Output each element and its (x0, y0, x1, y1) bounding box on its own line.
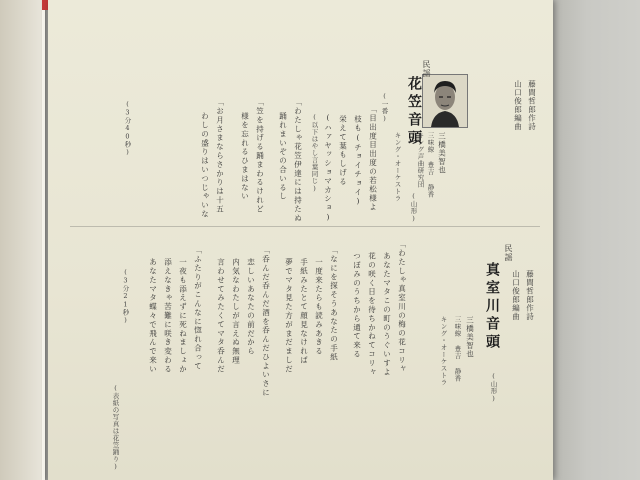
song2-shamisen: 三味線 豊吉 静香 (453, 316, 462, 382)
song2-lyric-line: 花の咲く日を待ちかねてコリャ (367, 252, 377, 377)
song2-lyric-line: 言わせてみたくてマタ呑んだ (216, 258, 226, 374)
song1-lyric-line: 踊れまいぞの合いるし (278, 112, 288, 201)
song2-lyric-line: 添えなきゃ苦難に咲き変わる (163, 258, 173, 374)
song1-orchestra: キング・オーケストラ (393, 132, 402, 202)
song1-lyric-line: 「目出度目出度の若松様よ (368, 105, 378, 212)
song2-lyric-line: 「ふたりがこんなに惚れ合って (193, 246, 203, 371)
song2-orchestra: キング・オーケストラ (439, 316, 448, 386)
song1-shamisen: 三味線 豊吉 静香 (426, 132, 435, 198)
song1-title: 花笠音頭 (406, 76, 422, 148)
song2-lyricist-credit: 藤間哲郎作詩 (525, 270, 535, 321)
song2-lyric-line: 「わたしゃ真室川の梅の花コリャ (397, 240, 407, 374)
song1-chorus: キング声曲研究団 (416, 132, 425, 188)
song1-lyric-line: わしの盛りはいつじゃいな (200, 112, 210, 219)
cover-photo-note: (表紙の写真は花笠踊り) (111, 384, 120, 471)
song2-region: (山形) (489, 372, 498, 403)
song1-lyric-line: 様を忘れるひまはない (240, 112, 250, 201)
sheet-edge (42, 0, 45, 480)
song2-lyric-line: あなたマタ蝶々で飛んで来い (148, 258, 158, 374)
song1-lyric-line: 「笠を持げる踊まわるけれど (255, 98, 265, 214)
song1-lyric-line: 栄えて葉もしげる (338, 115, 348, 187)
song1-arranger-credit: 山口俊郎編曲 (513, 80, 523, 131)
song1-duration: (3分40秒) (123, 100, 132, 157)
song2-title: 真室川音頭 (484, 262, 500, 352)
song1-lyric-line: (以下はやし言葉同じ) (310, 113, 319, 193)
song2-lyric-line: 一度来たらも読みあきる (314, 258, 324, 356)
lyrics-sheet (48, 0, 553, 480)
song1-region: (山形) (409, 192, 418, 223)
song2-lyric-line: 手紙みたとて顔見なければ (299, 258, 309, 365)
song1-lyric-line: (ハァヤッショマカショ) (323, 113, 333, 223)
song2-lyric-line: 「呑んだ呑んだ酒を呑んだひよいさに (261, 246, 271, 398)
song2-lyric-line: 恋しいあなたの前だから (246, 258, 256, 356)
song1-lyric-line: 枝も(チョイチョイ) (353, 115, 363, 207)
song1-lyric-line: 「お月さまならさかりは十五 (215, 98, 225, 214)
record-spine (0, 0, 44, 480)
song2-genre: 民謡 (504, 244, 513, 262)
song2-lyric-line: つぼみのうちから通て来る (352, 252, 362, 359)
song2-lyric-line: 一夜も添えずに死ねましょか (178, 258, 188, 374)
song2-lyric-line: 内気なわたしが言えぬ無理 (231, 258, 241, 365)
song2-singer: 三橋美智也 (465, 316, 475, 359)
song1-lyric-line: 「わたしゃ花笠伊達には持たぬ (293, 98, 303, 223)
song2-duration: (3分21秒) (121, 268, 130, 325)
singer-portrait (422, 74, 468, 128)
song1-lyric-line: (一番) (380, 92, 389, 123)
background-surface (552, 0, 640, 480)
song2-lyric-line: 「なにを探そうあなたの手紙 (329, 246, 339, 362)
song1-singer: 三橋美智也 (437, 132, 447, 175)
song2-arranger-credit: 山口俊郎編曲 (511, 270, 521, 321)
song1-genre: 民謡 (422, 60, 431, 78)
song2-lyric-line: あなたマタこの町のうぐいすよ (382, 252, 392, 377)
song2-lyric-line: 夢でマタ見た方がまだましだ (284, 258, 294, 374)
section-divider (70, 226, 540, 227)
song1-lyricist-credit: 藤間哲郎作詩 (527, 80, 537, 131)
portrait-photo-icon (423, 75, 467, 127)
